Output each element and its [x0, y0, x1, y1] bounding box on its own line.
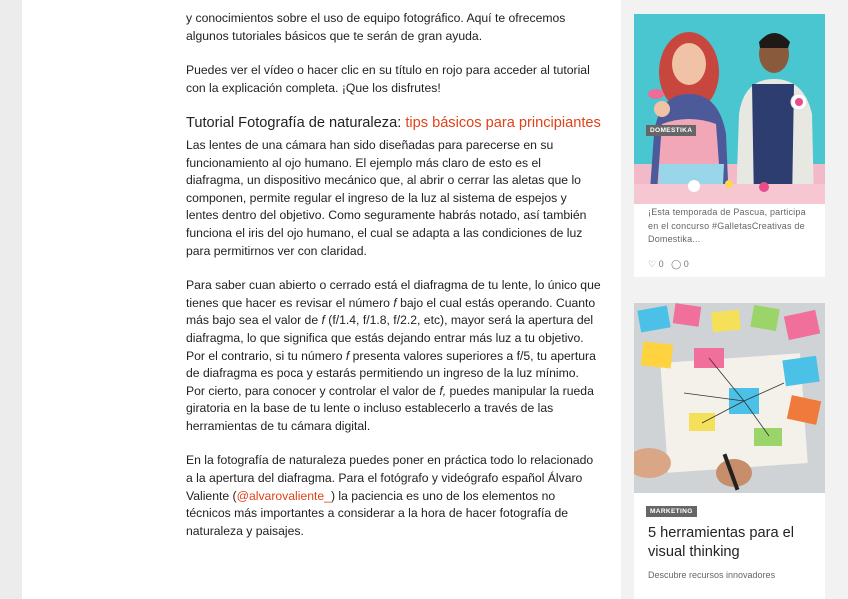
- heart-icon[interactable]: ♡: [648, 259, 657, 269]
- card-stats: [648, 259, 689, 270]
- nature-paragraph: [186, 452, 601, 540]
- aperture-paragraph: [186, 277, 601, 435]
- comment-icon[interactable]: ◯: [671, 259, 682, 269]
- text-fragment: presenta valores superiores a f/5, tu apertura de diafragma es poca y estarás permitiendo un ingreso de la luz mínimo. Por cierto, para conocer y controlar el valor de: [186, 348, 596, 398]
- text-fragment: puedes manipular la rueda giratoria en la base de tu lente o incluso establecerlo a través de las herramientas de tu cámara digital.: [186, 383, 594, 433]
- article-body: [186, 10, 601, 557]
- card-category-tag[interactable]: MARKETING: [646, 506, 697, 517]
- lens-paragraph: Las lentes de una cámara han sido diseñadas para parecerse en su funcionamiento al ojo humano. El ejemplo más claro de esto es el diafragma, un dispositivo mecánico que, al abrir o cerrar las aletas que lo componen, permite regular el ingreso de la luz al sistema de espejos y lentes dentro del objetivo. Como seguramente habrás notado, así también funciona el iris del ojo humano, el cual se adapta a las condiciones de luz para permitirnos ver con claridad.: [186, 137, 587, 258]
- likes-count: 0: [658, 259, 664, 269]
- f-number: f: [321, 313, 325, 328]
- left-gutter: [0, 0, 22, 599]
- comments-count: 0: [683, 259, 689, 269]
- card-description[interactable]: ¡Esta temporada de Pascua, participa en el concurso #GalletasCreativas de Domestika...: [648, 207, 806, 244]
- intro-paragraph: y conocimientos sobre el uso de equipo fotográfico. Aquí te ofrecemos algunos tutoriales básicos que te serán de gran ayuda.: [186, 11, 566, 43]
- heading-prefix: Tutorial Fotografía de naturaleza:: [186, 115, 406, 132]
- card-image-sticky-notes[interactable]: [634, 303, 825, 493]
- sidebar-card-easter[interactable]: [634, 14, 825, 277]
- f-number: f: [393, 295, 397, 310]
- f-number: f,: [439, 383, 447, 398]
- video-note-paragraph: Puedes ver el vídeo o hacer clic en su título en rojo para acceder al tutorial con la explicación completa. ¡Que los disfrutes!: [186, 63, 590, 95]
- text-fragment: En la fotografía de naturaleza puedes poner en práctica todo lo relacionado a la apertura del diafragma. Para el fotógrafo y videógrafo español Álvaro Valiente (: [186, 453, 594, 503]
- card-image-bakers[interactable]: [634, 14, 825, 204]
- sidebar-card-visual-thinking[interactable]: [634, 303, 825, 599]
- card-title[interactable]: 5 herramientas para el visual thinking: [648, 525, 795, 560]
- photographer-link[interactable]: @alvarovaliente_: [236, 488, 331, 503]
- text-fragment: Para saber cuan abierto o cerrado está el diafragma de tu lente, lo único que tienes que hacer es revisar el número: [186, 278, 601, 310]
- tutorial-link[interactable]: tips básicos para principiantes: [405, 115, 601, 132]
- f-number: f: [345, 348, 350, 363]
- tutorial-heading: [186, 114, 601, 133]
- text-fragment: ) la paciencia es uno de los elementos no técnicos más importantes a considerar a la hora de hacer fotografía de naturaleza y paisajes.: [186, 488, 569, 538]
- text-fragment: (f/1.4, f/1.8, f/2.2, etc), mayor será la apertura del diafragma, lo que significa que estás dejando entrar más luz a tu objetivo. Por el contrario, si tu número: [186, 313, 594, 363]
- card-category-tag[interactable]: DOMESTIKA: [646, 125, 696, 136]
- text-fragment: bajo el cual estás operando. Cuanto más bajo sea el valor de: [186, 295, 596, 328]
- card-description[interactable]: Descubre recursos innovadores: [648, 570, 776, 580]
